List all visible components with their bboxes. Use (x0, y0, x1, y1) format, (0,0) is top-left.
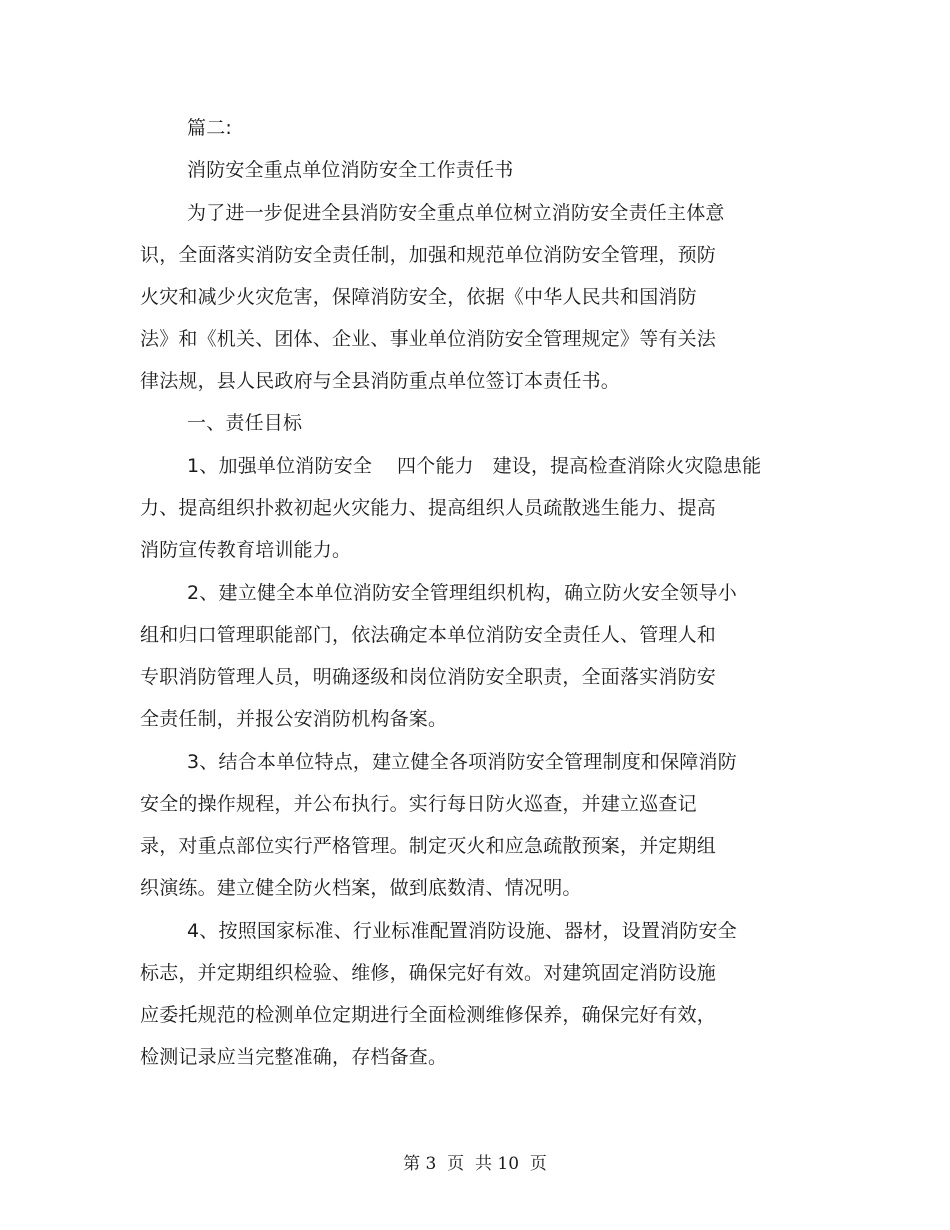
paragraph-line: 应委托规范的检测单位定期进行全面检测维修保养，确保完好有效， (140, 1004, 717, 1026)
paragraph-line: 全责任制，并报公安消防机构备案。 (140, 708, 448, 730)
paragraph-line: 3、结合本单位特点，建立健全各项消防安全管理制度和保障消防 (187, 751, 737, 773)
paragraph-line: 火灾和减少火灾危害，保障消防安全，依据《中华人民共和国消防 (140, 286, 697, 308)
paragraph-line: 录，对重点部位实行严格管理。制定灭火和应急疏散预案，并定期组 (140, 835, 717, 857)
section-label: 篇二: (187, 117, 233, 139)
page-number: 第 3 页 共 10 页 (403, 1154, 547, 1174)
paragraph-line: 专职消防管理人员，明确逐级和岗位消防安全职责，全面落实消防安 (140, 666, 717, 688)
paragraph-line: 为了进一步促进全县消防安全重点单位树立消防安全责任主体意 (187, 202, 725, 224)
paragraph-line: 律法规，县人民政府与全县消防重点单位签订本责任书。 (140, 370, 621, 392)
paragraph-line: 标志，并定期组织检验、维修，确保完好有效。对建筑固定消防设施 (140, 962, 717, 984)
paragraph-line: 力、提高组织扑救初起火灾能力、提高组织人员疏散逃生能力、提高 (140, 497, 717, 519)
paragraph-line: 组和归口管理职能部门，依法确定本单位消防安全责任人、管理人和 (140, 624, 717, 646)
paragraph-line: 识，全面落实消防安全责任制，加强和规范单位消防安全管理，预防 (140, 244, 717, 266)
paragraph-line: 安全的操作规程，并公布执行。实行每日防火巡查，并建立巡查记 (140, 793, 697, 815)
paragraph-line: 检测记录应当完整准确，存档备查。 (140, 1046, 448, 1068)
paragraph-line: 2、建立健全本单位消防安全管理组织机构，确立防火安全领导小 (187, 582, 737, 604)
paragraph-line: 消防宣传教育培训能力。 (140, 539, 352, 561)
section-heading: 一、责任目标 (187, 412, 303, 434)
document-title: 消防安全重点单位消防安全工作责任书 (187, 159, 514, 181)
paragraph-line: 法》和《机关、团体、企业、事业单位消防安全管理规定》等有关法 (140, 328, 717, 350)
paragraph-line: 1、加强单位消防安全 四个能力 建设，提高检查消除火灾隐患能 (187, 455, 762, 477)
paragraph-line: 4、按照国家标准、行业标准配置消防设施、器材，设置消防安全 (187, 920, 737, 942)
paragraph-line: 织演练。建立健全防火档案，做到底数清、情况明。 (140, 877, 582, 899)
